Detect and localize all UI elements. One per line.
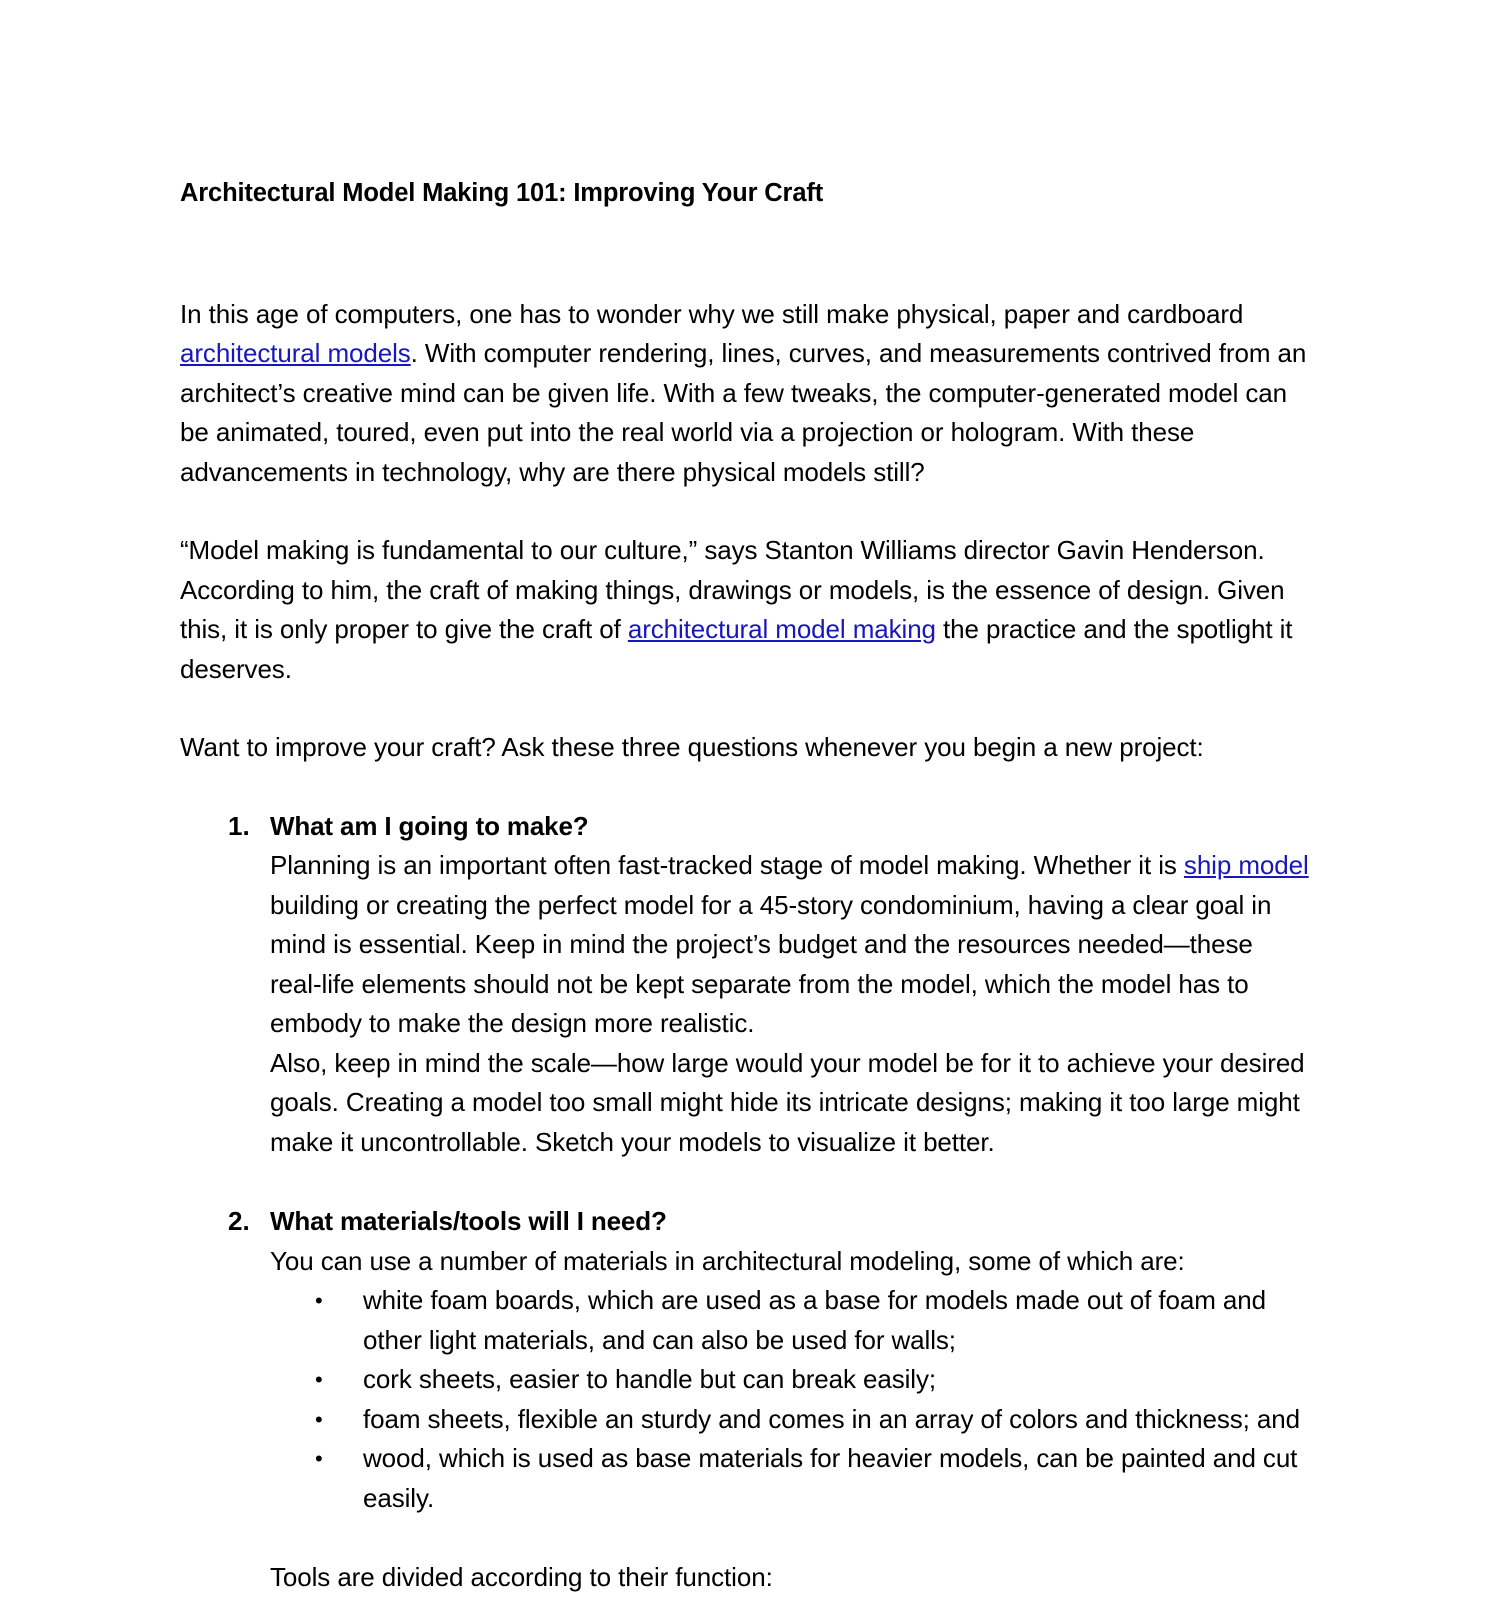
question-1-body xyxy=(270,846,1310,1044)
paragraph-lead-in: Want to improve your craft? Ask these three questions whenever you begin a new project: xyxy=(180,732,1204,763)
paragraph-gap-2 xyxy=(180,689,1310,728)
list-item-question-2 xyxy=(180,1202,1310,1598)
question-1-body-scale: Also, keep in mind the scale—how large would your model be for it to achieve your desired goals. Creating a model too small might hide its intricate designs; making it too large might make it uncontrollable. Sketch your models to visualize it better. xyxy=(270,1047,1305,1157)
numbered-question-list xyxy=(180,807,1310,1598)
numbered-list-gap xyxy=(180,1162,1310,1202)
paragraph-quote xyxy=(180,531,1310,689)
tools-closing-line: Tools are divided according to their function: xyxy=(270,1562,773,1593)
question-2-heading: What materials/tools will I need? xyxy=(270,1206,667,1237)
paragraph-intro-text-before-link: In this age of computers, one has to wonder why we still make physical, paper and cardboard xyxy=(180,298,1244,329)
list-item xyxy=(270,1439,1310,1518)
page-title: Architectural Model Making 101: Improving Your Craft xyxy=(180,179,824,207)
list-item xyxy=(270,1360,1310,1400)
document-body xyxy=(180,178,1310,1598)
paragraph-quote-text-after-link: the practice and the spotlight it deserves. xyxy=(180,614,1293,684)
bullet-icon: • xyxy=(315,1446,323,1472)
paragraph-intro-text-after-link: . With computer rendering, lines, curves, and measurements contrived from an architect’s creative mind can be given life. With a few tweaks, the computer-generated model can be animated, toured, even put into the real world via a projection or hologram. With these advancements in technology, why are there physical models still? xyxy=(180,338,1307,487)
paragraph-gap-3 xyxy=(180,768,1310,807)
question-1-body-after-link: building or creating the perfect model for a 45-story condominium, having a clear goal in mind is essential. Keep in mind the project’s budget and the resources needed—these real-life elements should not be kept separate from the model, which the model has to embody to make the design more realistic. xyxy=(270,889,1272,1039)
paragraph-gap-1 xyxy=(180,492,1310,531)
link-architectural-models[interactable]: architectural models xyxy=(180,338,411,369)
bullet-list-gap xyxy=(270,1518,1310,1558)
material-item-label: wood, which is used as base materials for heavier models, can be painted and cut easily. xyxy=(363,1443,1298,1513)
list-item-question-1 xyxy=(180,807,1310,1163)
question-1-body-before-link: Planning is an important often fast-tracked stage of model making. Whether it is xyxy=(270,850,1184,881)
question-2-body: You can use a number of materials in architectural modeling, some of which are: xyxy=(270,1245,1185,1276)
list-marker-2: 2. xyxy=(228,1206,250,1237)
link-architectural-model-making[interactable]: architectural model making xyxy=(627,614,936,645)
paragraph-quote-text-before-link: “Model making is fundamental to our culture,” says Stanton Williams director Gavin Henderson. According to him, the craft of making things, drawings or models, is the essence of design. Given this, it is only proper to give the craft of xyxy=(180,535,1285,645)
paragraph-intro xyxy=(180,295,1310,493)
list-marker-1: 1. xyxy=(228,810,250,841)
material-item-label: cork sheets, easier to handle but can break easily; xyxy=(363,1364,937,1395)
material-item-label: foam sheets, flexible an sturdy and comes in an array of colors and thickness; and xyxy=(363,1403,1300,1434)
material-item-label: white foam boards, which are used as a base for models made out of foam and other light materials, and can also be used for walls; xyxy=(363,1285,1267,1355)
link-ship-model[interactable]: ship model xyxy=(1183,850,1309,881)
list-item xyxy=(270,1281,1310,1360)
bullet-icon: • xyxy=(315,1367,323,1393)
question-1-heading: What am I going to make? xyxy=(270,810,589,841)
materials-bullet-list xyxy=(270,1281,1310,1518)
list-item xyxy=(270,1400,1310,1440)
bullet-icon: • xyxy=(315,1406,323,1432)
title-spacer xyxy=(180,209,1310,295)
bullet-icon: • xyxy=(315,1288,323,1314)
